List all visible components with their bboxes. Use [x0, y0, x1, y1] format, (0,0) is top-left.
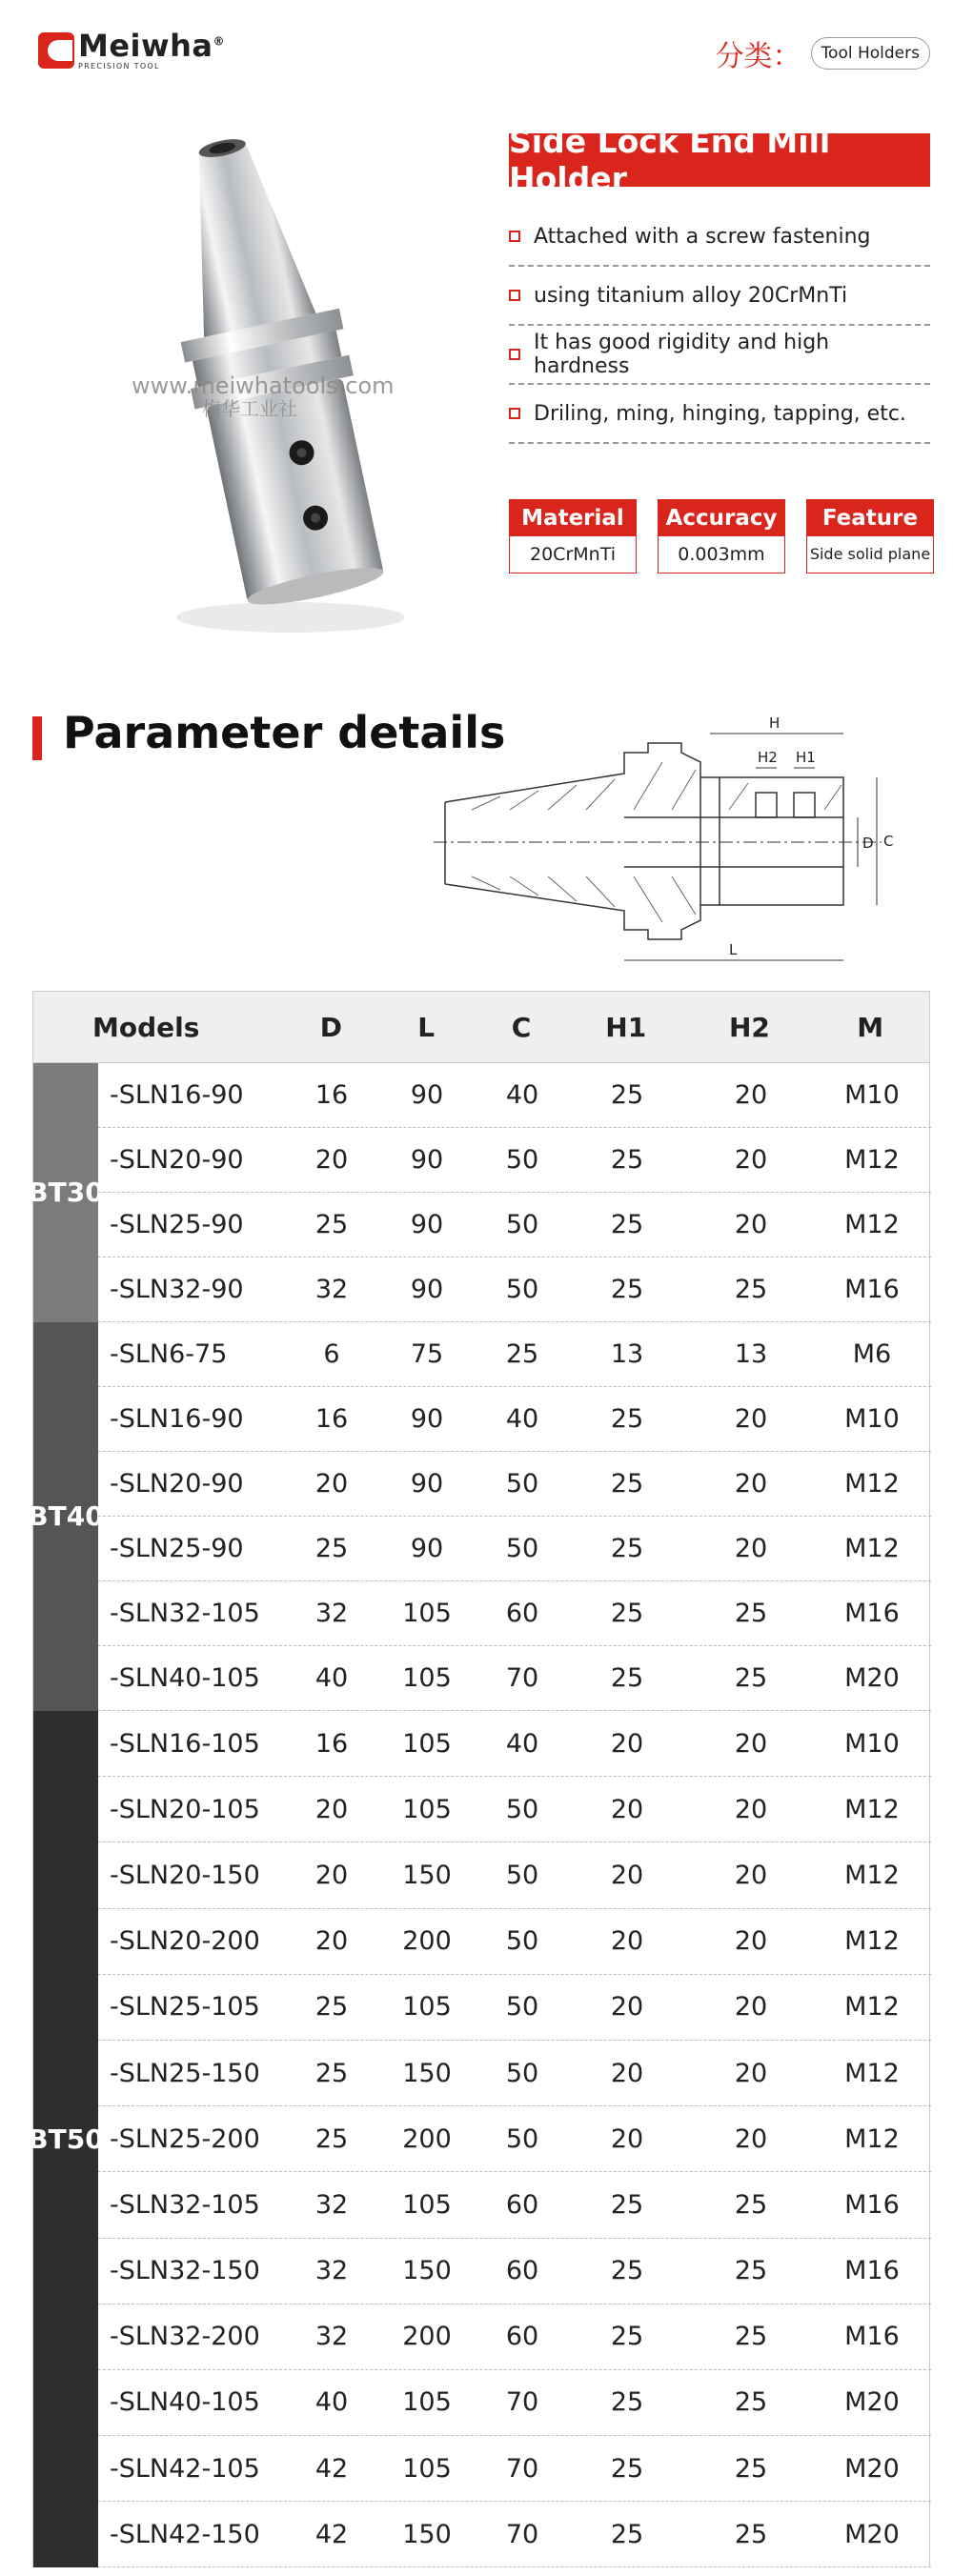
cell-l: 75	[410, 1339, 444, 1369]
cell-model: -SLN25-105	[110, 1992, 260, 2023]
cell-d: 20	[314, 1469, 349, 1499]
cell-model: -SLN25-90	[110, 1210, 244, 1239]
cell-m: M12	[844, 1534, 900, 1563]
square-bullet-icon	[509, 408, 520, 419]
table-row	[98, 1322, 931, 1387]
table-row	[98, 2436, 931, 2502]
cell-h2: 25	[734, 2519, 768, 2549]
table-row	[98, 1909, 931, 1975]
cell-l: 200	[402, 2123, 452, 2154]
cell-c: 50	[505, 1992, 539, 2023]
table-row	[98, 2041, 931, 2106]
cell-m: M20	[844, 2453, 900, 2484]
cell-model: -SLN25-150	[110, 2058, 260, 2088]
watermark-chinese: 梅华工业社	[202, 397, 297, 421]
cell-d: 42	[314, 2453, 349, 2484]
cell-c: 60	[505, 1599, 539, 1628]
cell-h2: 20	[734, 1534, 768, 1563]
cell-c: 70	[505, 2453, 539, 2484]
cell-c: 40	[505, 1728, 539, 1759]
table-row	[98, 1387, 931, 1452]
table-body	[28, 1063, 930, 2567]
cell-h2: 20	[734, 1728, 768, 1759]
table-row	[98, 1711, 931, 1777]
cell-m: M16	[844, 2322, 900, 2352]
cell-m: M12	[844, 2123, 900, 2154]
cell-h1: 25	[610, 1145, 644, 1175]
cell-h2: 20	[734, 1992, 768, 2023]
cell-d: 16	[314, 1080, 349, 1110]
cell-h2: 20	[734, 1210, 768, 1239]
cell-c: 50	[505, 1534, 539, 1563]
cell-h1: 20	[610, 2058, 644, 2088]
cell-l: 90	[410, 1210, 444, 1239]
cell-m: M12	[844, 1860, 900, 1890]
cell-model: -SLN32-200	[110, 2322, 260, 2352]
cell-c: 40	[505, 1080, 539, 1110]
cell-h2: 25	[734, 2453, 768, 2484]
header-models: Models	[92, 1011, 200, 1043]
table-row	[98, 1128, 931, 1193]
cell-l: 200	[402, 2322, 452, 2352]
cell-h1: 25	[610, 2322, 644, 2352]
cell-l: 90	[410, 1145, 444, 1175]
cell-h1: 25	[610, 2256, 644, 2286]
cell-m: M20	[844, 1663, 900, 1693]
cell-h2: 25	[734, 2189, 768, 2220]
group-label-size: 50	[66, 2123, 104, 2156]
cell-d: 16	[314, 1404, 349, 1434]
cell-d: 16	[314, 1728, 349, 1759]
table-row	[98, 1842, 931, 1908]
cell-l: 105	[402, 1794, 452, 1824]
cell-m: M20	[844, 2519, 900, 2549]
brand-name: Meiwha	[78, 28, 213, 64]
cell-model: -SLN42-105	[110, 2453, 260, 2484]
header-d: D	[319, 1011, 343, 1043]
table-group	[28, 1711, 930, 2567]
cell-c: 50	[505, 2123, 539, 2154]
cell-d: 40	[314, 2387, 349, 2418]
table-row	[98, 2239, 931, 2304]
group-label	[28, 1322, 104, 1711]
cell-c: 70	[505, 2519, 539, 2549]
cell-model: -SLN16-90	[110, 1404, 244, 1434]
cell-h2: 20	[734, 1080, 768, 1110]
cell-h1: 25	[610, 2519, 644, 2549]
cell-c: 50	[505, 1275, 539, 1304]
cell-d: 25	[314, 2123, 349, 2154]
cell-h1: 20	[610, 1794, 644, 1824]
cell-c: 50	[505, 1210, 539, 1239]
group-label-series: BT	[28, 1500, 67, 1533]
feature-item: using titanium alloy 20CrMnTi	[509, 267, 930, 326]
cell-d: 32	[314, 2322, 349, 2352]
dim-label-l: L	[729, 941, 738, 958]
cell-h1: 25	[610, 1469, 644, 1499]
cell-l: 200	[402, 1926, 452, 1957]
cell-h2: 20	[734, 2058, 768, 2088]
dim-label-c: C	[883, 833, 894, 850]
cell-model: -SLN20-90	[110, 1469, 244, 1499]
cell-m: M12	[844, 1210, 900, 1239]
cell-m: M10	[844, 1728, 900, 1759]
cell-m: M16	[844, 1275, 900, 1304]
cell-c: 50	[505, 1926, 539, 1957]
group-label-size: 40	[66, 1500, 104, 1533]
group-label	[28, 1063, 104, 1322]
spec-material: Material 20CrMnTi	[509, 499, 637, 574]
cell-h1: 25	[610, 1210, 644, 1239]
cell-l: 105	[402, 1663, 452, 1693]
cell-h2: 13	[734, 1339, 768, 1369]
cell-d: 32	[314, 1275, 349, 1304]
cell-model: -SLN20-150	[110, 1860, 260, 1890]
registered-mark: ®	[213, 34, 225, 49]
cell-l: 150	[402, 2256, 452, 2286]
cell-h2: 20	[734, 2123, 768, 2154]
table-row	[98, 2106, 931, 2172]
cell-l: 150	[402, 2058, 452, 2088]
cell-h1: 25	[610, 2387, 644, 2418]
cell-m: M12	[844, 1145, 900, 1175]
dim-label-h1: H1	[796, 749, 816, 766]
cell-d: 25	[314, 1210, 349, 1239]
cell-h2: 25	[734, 2387, 768, 2418]
cell-h1: 25	[610, 2453, 644, 2484]
group-label-size: 30	[66, 1177, 104, 1209]
cell-m: M12	[844, 1469, 900, 1499]
cell-d: 25	[314, 1534, 349, 1563]
cell-m: M16	[844, 2256, 900, 2286]
spec-badges	[509, 499, 934, 574]
feature-item: Driling, ming, hinging, tapping, etc.	[509, 385, 930, 444]
cell-l: 105	[402, 2387, 452, 2418]
square-bullet-icon	[509, 349, 520, 360]
cell-h2: 20	[734, 1145, 768, 1175]
cell-l: 90	[410, 1469, 444, 1499]
cell-d: 20	[314, 1794, 349, 1824]
cell-h1: 20	[610, 2123, 644, 2154]
table-row	[98, 1517, 931, 1581]
cell-d: 6	[323, 1339, 340, 1369]
header-m: M	[857, 1011, 884, 1043]
logo-mark	[38, 32, 74, 69]
group-label-series: BT	[28, 1177, 67, 1209]
table-row	[98, 1452, 931, 1517]
cell-h1: 20	[610, 1860, 644, 1890]
cell-d: 20	[314, 1860, 349, 1890]
brand-logo[interactable]	[38, 30, 225, 70]
table-row	[98, 1646, 931, 1711]
cell-l: 105	[402, 2189, 452, 2220]
cell-d: 20	[314, 1926, 349, 1957]
table-group	[28, 1322, 930, 1711]
cell-m: M12	[844, 2058, 900, 2088]
cell-m: M16	[844, 2189, 900, 2220]
cell-l: 90	[410, 1404, 444, 1434]
cell-h1: 25	[610, 1404, 644, 1434]
table-row	[98, 2502, 931, 2567]
cell-d: 32	[314, 2256, 349, 2286]
feature-list	[509, 208, 930, 444]
cell-l: 105	[402, 1728, 452, 1759]
feature-item: It has good rigidity and high hardness	[509, 326, 930, 385]
cell-c: 25	[505, 1339, 539, 1369]
cell-d: 25	[314, 2058, 349, 2088]
brand-tagline: PRECISION TOOL	[78, 62, 160, 70]
cell-c: 60	[505, 2256, 539, 2286]
cell-h2: 25	[734, 1663, 768, 1693]
cell-model: -SLN25-200	[110, 2123, 260, 2154]
cell-h1: 13	[610, 1339, 644, 1369]
table-row	[98, 1063, 931, 1128]
cell-model: -SLN32-90	[110, 1275, 244, 1304]
cell-model: -SLN32-150	[110, 2256, 260, 2286]
cell-l: 150	[402, 2519, 452, 2549]
cell-m: M12	[844, 1926, 900, 1957]
table-header	[32, 991, 930, 1063]
cell-model: -SLN16-105	[110, 1728, 260, 1759]
cell-l: 105	[402, 2453, 452, 2484]
cell-m: M12	[844, 1794, 900, 1824]
cell-l: 90	[410, 1080, 444, 1110]
technical-drawing	[434, 714, 943, 981]
cell-model: -SLN40-105	[110, 2387, 260, 2418]
cell-d: 42	[314, 2519, 349, 2549]
feature-item: Attached with a screw fastening	[509, 208, 930, 267]
section-accent-bar	[32, 716, 42, 760]
table-row	[98, 1581, 931, 1646]
cell-l: 105	[402, 1599, 452, 1628]
cell-h2: 25	[734, 1599, 768, 1628]
category	[716, 32, 930, 74]
table-row	[98, 2370, 931, 2436]
cell-h2: 20	[734, 1926, 768, 1957]
cell-model: -SLN40-105	[110, 1663, 260, 1693]
cell-c: 40	[505, 1404, 539, 1434]
square-bullet-icon	[509, 231, 520, 242]
cell-h1: 25	[610, 1663, 644, 1693]
cell-m: M12	[844, 1992, 900, 2023]
table-row	[98, 2304, 931, 2370]
cell-l: 150	[402, 1860, 452, 1890]
cell-h2: 20	[734, 1404, 768, 1434]
watermark	[132, 373, 395, 419]
section-title: Parameter details	[63, 707, 506, 758]
cell-h1: 20	[610, 1728, 644, 1759]
cell-h1: 25	[610, 2189, 644, 2220]
spec-accuracy: Accuracy 0.003mm	[658, 499, 785, 574]
cell-l: 90	[410, 1534, 444, 1563]
square-bullet-icon	[509, 290, 520, 301]
cell-d: 25	[314, 1992, 349, 2023]
cell-model: -SLN32-105	[110, 1599, 260, 1628]
dim-label-h2: H2	[758, 749, 778, 766]
table-row	[98, 1193, 931, 1258]
cell-c: 50	[505, 1794, 539, 1824]
category-tag[interactable]: Tool Holders	[811, 37, 930, 70]
cell-h1: 25	[610, 1534, 644, 1563]
table-row	[98, 1258, 931, 1322]
cell-h1: 25	[610, 1275, 644, 1304]
cell-model: -SLN20-105	[110, 1794, 260, 1824]
cell-h1: 25	[610, 1080, 644, 1110]
group-label-series: BT	[28, 2123, 67, 2156]
cell-d: 20	[314, 1145, 349, 1175]
cell-d: 32	[314, 2189, 349, 2220]
cell-model: -SLN32-105	[110, 2189, 260, 2220]
table-row	[98, 1975, 931, 2041]
cell-c: 70	[505, 1663, 539, 1693]
header-l: L	[417, 1011, 436, 1043]
cell-c: 50	[505, 1860, 539, 1890]
cell-l: 90	[410, 1275, 444, 1304]
cell-c: 70	[505, 2387, 539, 2418]
cell-m: M20	[844, 2387, 900, 2418]
cell-c: 50	[505, 1145, 539, 1175]
cell-h2: 25	[734, 1275, 768, 1304]
cell-model: -SLN20-200	[110, 1926, 260, 1957]
cell-c: 60	[505, 2322, 539, 2352]
cell-d: 40	[314, 1663, 349, 1693]
header-h1: H1	[605, 1011, 647, 1043]
cell-h2: 20	[734, 1469, 768, 1499]
cell-h1: 25	[610, 1599, 644, 1628]
cell-m: M10	[844, 1404, 900, 1434]
table-row	[98, 1777, 931, 1842]
cell-model: -SLN16-90	[110, 1080, 244, 1110]
table-row	[98, 2172, 931, 2238]
group-label	[28, 1711, 104, 2567]
header-c: C	[511, 1011, 532, 1043]
cell-m: M10	[844, 1080, 900, 1110]
cell-h2: 20	[734, 1794, 768, 1824]
cell-h2: 25	[734, 2322, 768, 2352]
category-label: 分类：	[715, 40, 801, 73]
cell-c: 50	[505, 1469, 539, 1499]
dim-label-d: D	[862, 835, 874, 852]
cell-c: 50	[505, 2058, 539, 2088]
watermark-url: www.meiwhatools.com	[132, 372, 395, 399]
parameter-table	[28, 991, 930, 2567]
header-h2: H2	[728, 1011, 770, 1043]
cell-m: M6	[852, 1339, 892, 1369]
cell-h2: 25	[734, 2256, 768, 2286]
cell-h1: 20	[610, 1926, 644, 1957]
table-group	[28, 1063, 930, 1322]
cell-l: 105	[402, 1992, 452, 2023]
cell-d: 32	[314, 1599, 349, 1628]
cell-model: -SLN42-150	[110, 2519, 260, 2549]
cell-model: -SLN6-75	[110, 1339, 228, 1369]
cell-h2: 20	[734, 1860, 768, 1890]
spec-feature: Feature Side solid plane	[806, 499, 934, 574]
dim-label-h: H	[769, 714, 781, 732]
cell-m: M16	[844, 1599, 900, 1628]
cell-model: -SLN20-90	[110, 1145, 244, 1175]
product-title: Side Lock End Mill Holder	[509, 133, 930, 187]
cell-c: 60	[505, 2189, 539, 2220]
cell-h1: 20	[610, 1992, 644, 2023]
cell-model: -SLN25-90	[110, 1534, 244, 1563]
